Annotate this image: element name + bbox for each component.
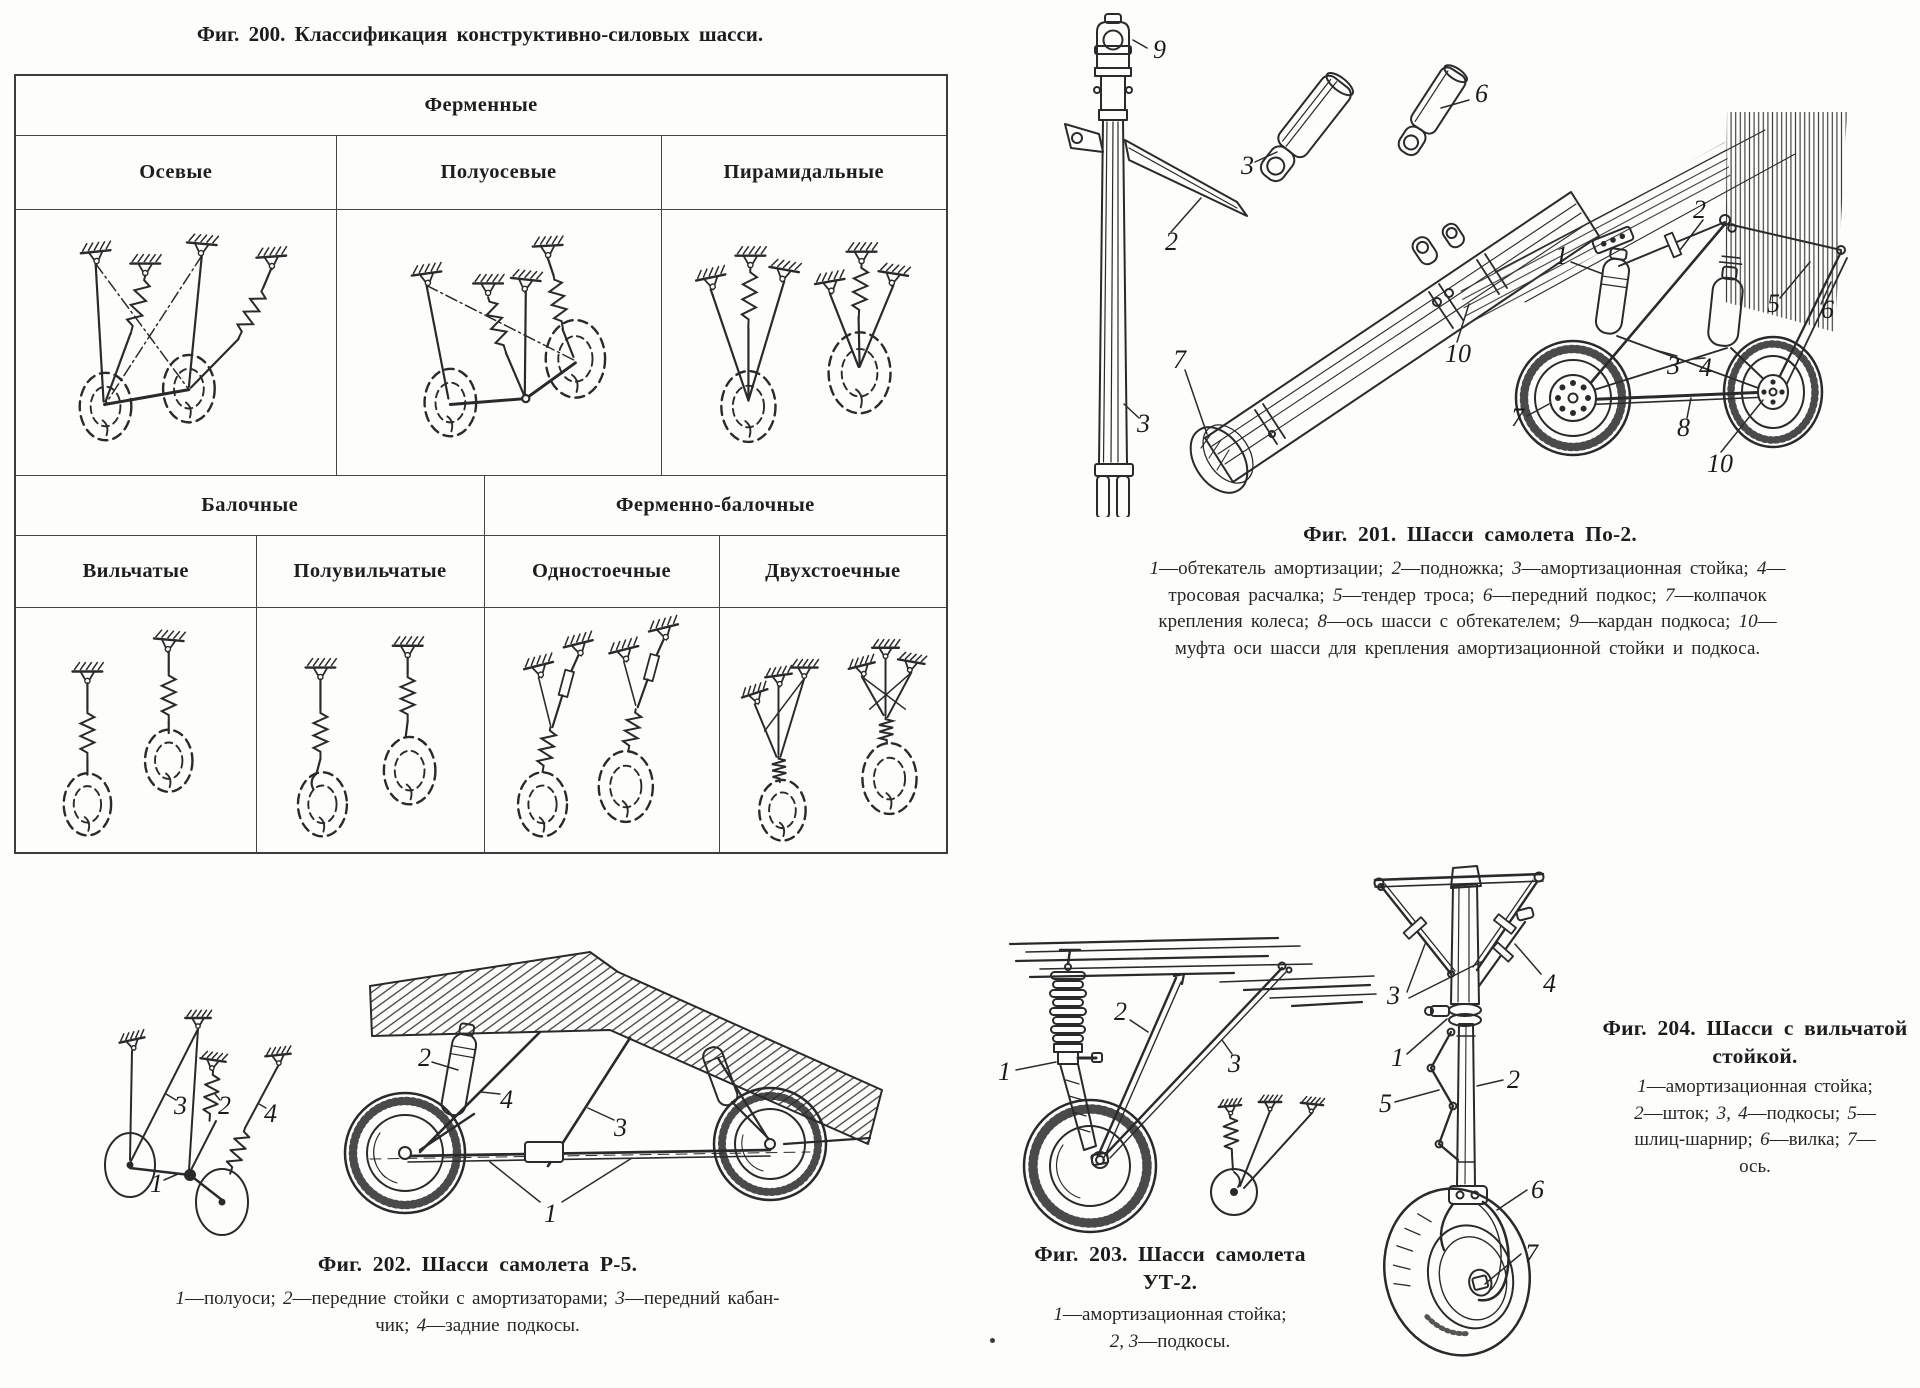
legend-line (1020, 556, 1915, 583)
leader-lines (164, 1062, 632, 1202)
cell-osevye-diagram (15, 209, 336, 475)
legend-text: чик; (375, 1314, 417, 1336)
caption-line: Фиг. 203. Шасси самолета (1034, 1242, 1306, 1266)
fig201-drawing (1025, 2, 1920, 517)
legend-line (50, 1286, 905, 1313)
part-label: 3 (1228, 1049, 1241, 1078)
legend-num: 3, 4 (1716, 1102, 1748, 1124)
legend-line (1588, 1154, 1920, 1181)
gear-schematic (1211, 1095, 1325, 1215)
legend-num: 1 (1149, 558, 1160, 579)
part-label: 5 (1379, 1089, 1392, 1118)
legend-text: —передний кабан- (624, 1288, 780, 1309)
legend-line (975, 1329, 1365, 1356)
part-label: 6 (1475, 79, 1488, 108)
legend-text: —обтекатель амортизации; (1159, 558, 1392, 579)
legend-text: ось. (1739, 1155, 1771, 1177)
part-label: 10 (1445, 339, 1471, 368)
legend-text: —подкосы. (1138, 1330, 1231, 1352)
part-label: 2 (1165, 227, 1178, 256)
legend-num: 1 (1637, 1076, 1647, 1097)
legend-text: —шток; (1643, 1102, 1717, 1124)
legend-line (1020, 583, 1915, 610)
print-artifact-dot (990, 1338, 995, 1343)
caption-line: УТ-2. (1142, 1270, 1198, 1294)
fig202-drawing (70, 938, 885, 1246)
part-label: 4 (1543, 969, 1556, 998)
legend-text: —кардан подкоса; (1578, 611, 1739, 632)
header-fermenno-balochnye: Ферменно-балочные (484, 475, 947, 535)
fig203-legend (975, 1302, 1365, 1355)
legend-num: 4 (416, 1314, 427, 1336)
fig202-art (70, 938, 885, 1246)
legend-num: 3 (1512, 558, 1522, 579)
header-poluosevye: Полуосевые (336, 135, 661, 209)
legend-num: 8 (1317, 611, 1327, 632)
fig204-legend (1588, 1074, 1920, 1180)
scissor-link (1428, 1029, 1458, 1160)
rear-strut-clamp (1254, 69, 1357, 188)
cell-poluosevye-diagram (336, 209, 661, 475)
part-label: 1 (998, 1057, 1011, 1086)
caption-line: Фиг. 204. Шасси с вильчатой (1602, 1016, 1908, 1040)
legend-text: муфта оси шасси для крепления амортизационной стойки и подкоса. (1174, 637, 1761, 659)
poluvilchatye-schematic (259, 610, 482, 850)
part-label: 4 (1699, 353, 1712, 382)
legend-text: тросовая расчалка; (1168, 584, 1333, 606)
gear-perspective (345, 952, 882, 1213)
part-label: 3 (174, 1091, 187, 1120)
part-label: 1 (1555, 241, 1568, 270)
part-label: 1 (544, 1199, 557, 1228)
right-wheel (714, 1088, 826, 1200)
legend-text: шлиц-шарнир; (1634, 1129, 1761, 1150)
header-osevye: Осевые (15, 135, 336, 209)
legend-text: —амортизационная стойка; (1521, 558, 1757, 579)
fig201-legend (1020, 556, 1915, 662)
part-label: 6 (1531, 1175, 1544, 1204)
part-label: 3 (614, 1113, 627, 1142)
legend-num: 10 (1738, 611, 1758, 632)
legend-num: 7 (1847, 1129, 1857, 1150)
part-label: 2 (418, 1043, 431, 1072)
legend-num: 6 (1482, 584, 1493, 606)
part-label: 7 (1173, 345, 1186, 374)
part-label: 1 (150, 1169, 163, 1198)
legend-num: 2 (283, 1288, 293, 1309)
part-label: 2 (1114, 997, 1127, 1026)
legend-num: 9 (1569, 611, 1579, 632)
legend-num: 3 (615, 1288, 625, 1309)
side-struts (1378, 880, 1537, 986)
front-strut-clamp (1393, 61, 1471, 160)
legend-num: 2 (1634, 1102, 1644, 1124)
fig202-legend (50, 1286, 905, 1339)
classification-table (14, 74, 948, 854)
legend-num: 2, 3 (1109, 1330, 1139, 1352)
part-label: 6 (1821, 295, 1834, 324)
part-label: 3 (1241, 151, 1254, 180)
legend-num: 4 (1756, 558, 1767, 579)
legend-line (1020, 609, 1915, 636)
legend-text: — (1766, 558, 1786, 579)
piramidalnye-schematic (663, 212, 944, 472)
legend-text: —полуоси; (184, 1288, 284, 1309)
fig203-drawing (982, 920, 1378, 1240)
legend-line (975, 1302, 1365, 1329)
legend-text: —тендер троса; (1342, 584, 1483, 606)
legend-num: 5 (1332, 584, 1343, 606)
legend-line (1588, 1074, 1920, 1101)
legend-text: —амортизационная стойка; (1062, 1304, 1287, 1325)
legend-line (1020, 636, 1915, 663)
part-label: 3 (1667, 351, 1680, 380)
legend-num: 1 (175, 1288, 185, 1309)
legend-text: —задние подкосы. (426, 1314, 580, 1336)
odnostoechnye-schematic (487, 610, 717, 850)
wheel (1367, 1173, 1547, 1371)
legend-text: —подножка; (1401, 558, 1513, 579)
legend-text: —амортизационная стойка; (1646, 1076, 1873, 1097)
fig201-art (1025, 2, 1920, 517)
part-label: 2 (1693, 195, 1706, 224)
part-label: 8 (1677, 413, 1690, 442)
header-odnostoechnye: Одностоечные (484, 535, 719, 607)
fig200-title: Фиг. 200. Классификация конструктивно-силовых шасси. (196, 22, 764, 46)
legend-text: —передние стойки с амортизаторами; (292, 1288, 616, 1309)
legend-text: — (1856, 1102, 1876, 1124)
fig202-caption: Фиг. 202. Шасси самолета Р-5. (317, 1252, 638, 1276)
legend-text: — (1856, 1129, 1876, 1150)
legend-text: —колпачок (1674, 584, 1767, 606)
part-label: 10 (1707, 449, 1733, 478)
fig203-caption (985, 1240, 1355, 1296)
part-label: 3 (1387, 981, 1400, 1010)
part-label: 2 (1507, 1065, 1520, 1094)
dvukhstoechnye-schematic (721, 610, 944, 850)
fig204-caption (1590, 1014, 1920, 1070)
legend-num: 2 (1391, 558, 1402, 579)
header-balochnye: Балочные (15, 475, 484, 535)
cell-piramidalnye-diagram (661, 209, 947, 475)
cell-poluvilchatye-diagram (256, 607, 484, 853)
legend-text: — (1757, 611, 1777, 632)
part-label: 4 (500, 1085, 513, 1114)
cell-odnostoechnye-diagram (484, 607, 719, 853)
header-poluvilchatye: Полувильчатые (256, 535, 484, 607)
legend-num: 6 (1760, 1129, 1770, 1150)
header-vilchatye: Вильчатые (15, 535, 256, 607)
legend-text: —ось шасси с обтекателем; (1326, 611, 1570, 632)
header-piramidalnye: Пирамидальные (661, 135, 947, 209)
part-label: 7 (1525, 1239, 1538, 1268)
part-label: 1 (1391, 1043, 1404, 1072)
legend-num: 5 (1847, 1102, 1857, 1124)
legend-line (50, 1313, 905, 1340)
poluosevye-schematic (339, 212, 659, 472)
header-fermennye: Ферменные (15, 75, 947, 135)
legend-text: —подкосы; (1747, 1102, 1848, 1124)
osevye-schematic (18, 212, 334, 472)
fig201-caption: Фиг. 201. Шасси самолета По-2. (1303, 522, 1637, 546)
legend-line (1588, 1127, 1920, 1154)
fig203-art (982, 920, 1378, 1240)
part-label: 3 (1137, 409, 1150, 438)
part-label: 9 (1153, 35, 1166, 64)
part-label: 4 (264, 1099, 277, 1128)
part-label: 7 (1511, 403, 1524, 432)
caption-line: стойкой. (1712, 1044, 1798, 1068)
front-strut-shock (440, 1022, 480, 1117)
legend-text: —вилка; (1769, 1129, 1848, 1150)
header-dvukhstoechnye: Двухстоечные (719, 535, 947, 607)
legend-text: крепления колеса; (1158, 611, 1318, 632)
part-label: 5 (1767, 289, 1780, 318)
part-label: 2 (218, 1091, 231, 1120)
left-wheel (345, 1093, 465, 1213)
cell-vilchatye-diagram (15, 607, 256, 853)
legend-text: —передний подкос; (1492, 584, 1666, 606)
vilchatye-schematic (18, 610, 254, 850)
legend-num: 1 (1053, 1304, 1063, 1325)
legend-line (1588, 1101, 1920, 1128)
axle-tube (1179, 192, 1599, 503)
legend-num: 7 (1665, 584, 1675, 606)
cell-dvukhstoechnye-diagram (719, 607, 947, 853)
